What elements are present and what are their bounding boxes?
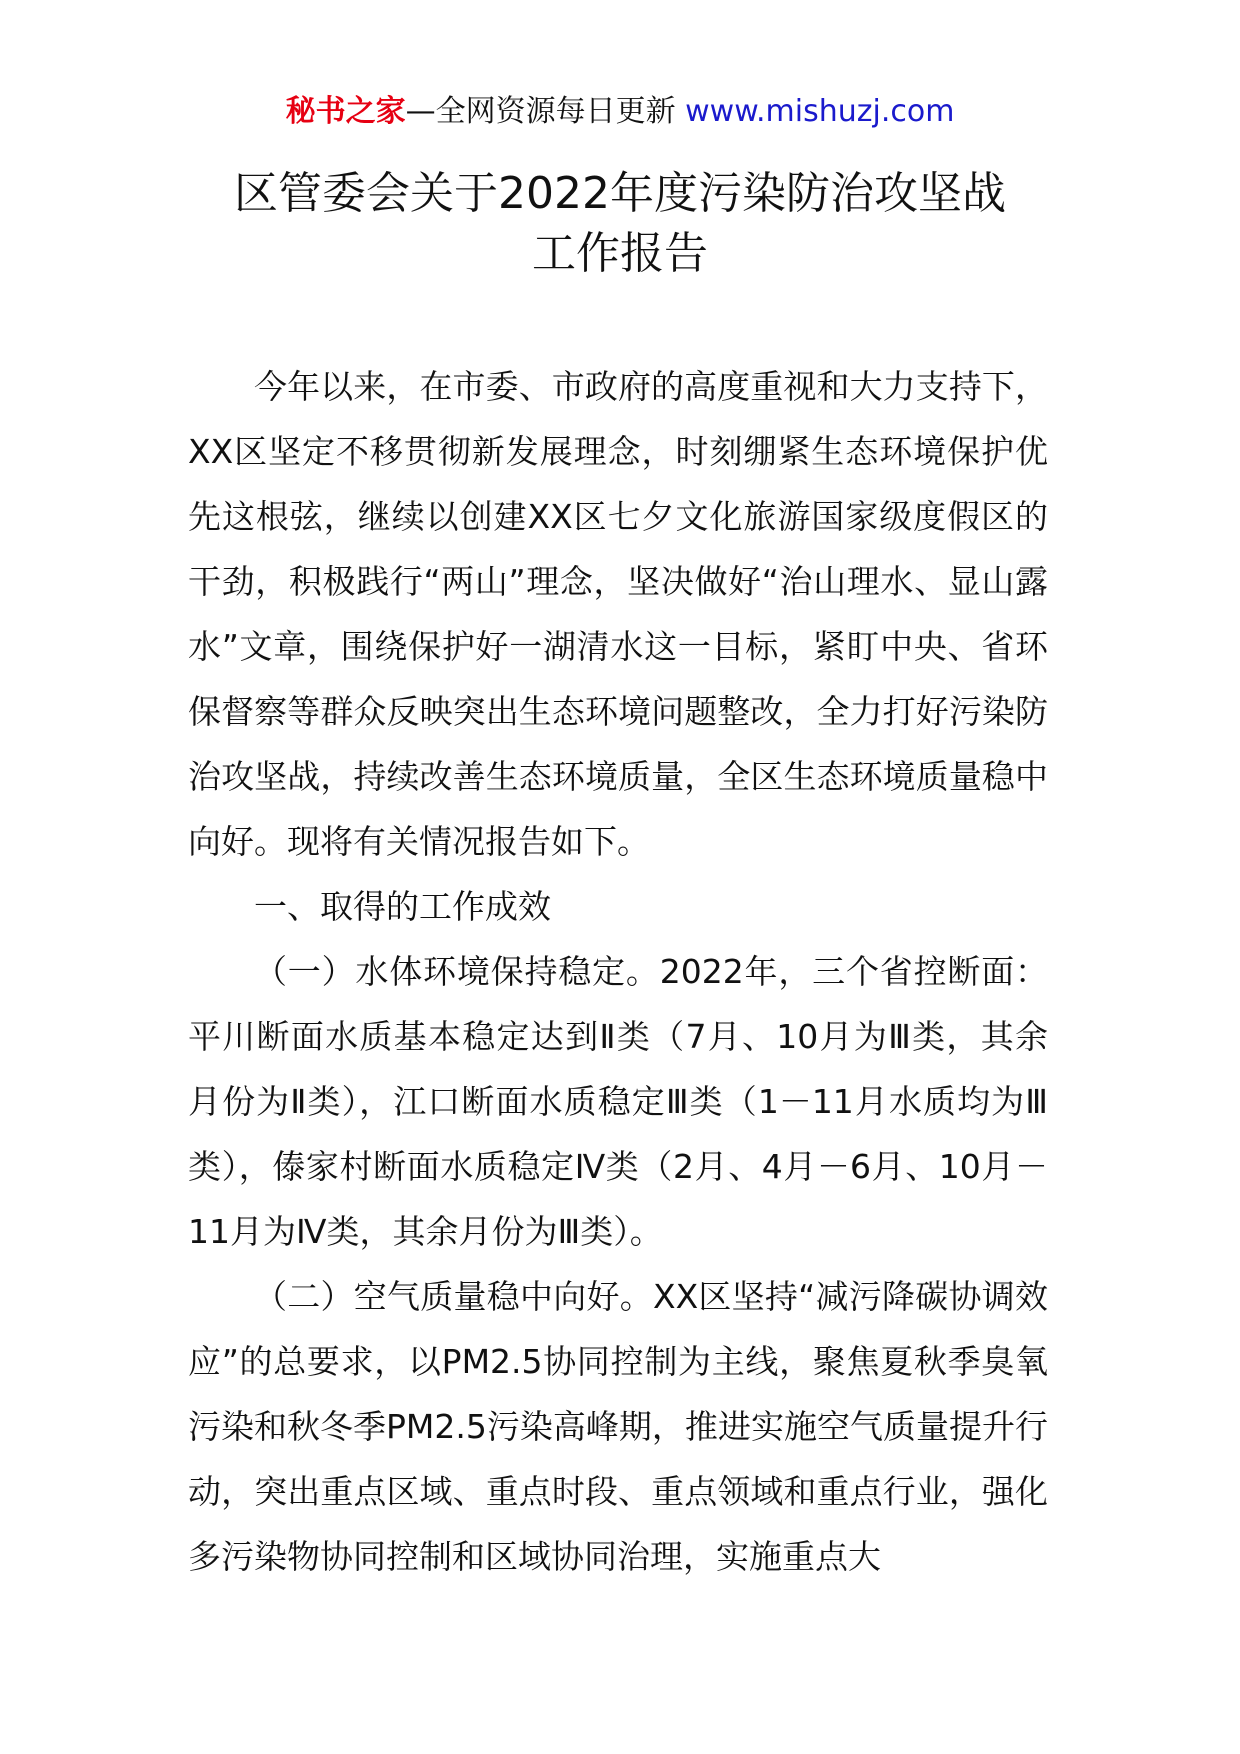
- title-line-1: 区管委会关于2022年度污染防治攻坚战: [234, 168, 1006, 219]
- section-heading: 一、取得的工作成效: [254, 887, 551, 926]
- header-tagline: —全网资源每日更新: [405, 94, 676, 129]
- site-header: [0, 92, 1240, 132]
- site-url-link[interactable]: www.mishuzj.com: [685, 94, 955, 129]
- intro-paragraph: 今年以来，在市委、市政府的高度重视和大力支持下，XX区坚定不移贯彻新发展理念，时刻绷紧生态环境保护优先这根弦，继续以创建XX区七夕文化旅游国家级度假区的干劲，积极践行“两山”理念，坚决做好“治山理水、显山露水”文章，围绕保护好一湖清水这一目标，紧盯中央、省环保督察等群众反映突出生态环境问题整改，全力打好污染防治攻坚战，持续改善生态环境质量，全区生态环境质量稳中向好。现将有关情况报告如下。: [188, 367, 1048, 861]
- water-paragraph: （一）水体环境保持稳定。2022年，三个省控断面：平川断面水质基本稳定达到Ⅱ类（7月、10月为Ⅲ类，其余月份为Ⅱ类），江口断面水质稳定Ⅲ类（1－11月水质均为Ⅲ类），傣家村断面水质稳定Ⅳ类（2月、4月－6月、10月－11月为Ⅳ类，其余月份为Ⅲ类）。: [188, 952, 1048, 1251]
- document-body: [188, 354, 1048, 1589]
- brand-name: 秘书之家: [285, 94, 406, 129]
- title-line-2: 工作报告: [532, 228, 708, 279]
- document-title: [0, 164, 1240, 284]
- air-paragraph: （二）空气质量稳中向好。XX区坚持“减污降碳协调效应”的总要求，以PM2.5协同控制为主线，聚焦夏秋季臭氧污染和秋冬季PM2.5污染高峰期，推进实施空气质量提升行动，突出重点区域、重点时段、重点领域和重点行业，强化多污染物协同控制和区域协同治理，实施重点大: [188, 1277, 1048, 1576]
